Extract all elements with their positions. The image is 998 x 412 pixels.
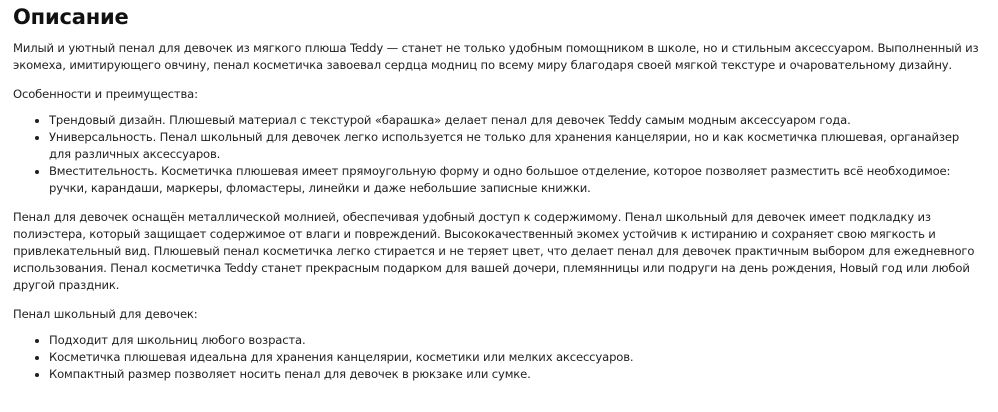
intro-paragraph: Милый и уютный пенал для девочек из мягкого плюша Teddy — станет не только удобным помощником в школе, но и стильным аксессуаром. Выполненный из экомеха, имитирующего овчину, пенал косметичка завоевал сердца модниц по всему миру благодаря своей мягкой текстуре и очаровательному дизайну. bbox=[13, 41, 979, 72]
list-item: • Универсальность. Пенал школьный для девочек легко используется не только для хранения канцелярии, но и как косметичка плюшевая, органайзер для различных аксессуаров. bbox=[49, 129, 984, 163]
features-heading: Особенности и преимущества: bbox=[13, 87, 198, 101]
list-item: • Трендовый дизайн. Плюшевый материал с текстурой «барашка» делает пенал для девочек Teddy самым модным аксессуаром года. bbox=[49, 112, 984, 129]
school-list bbox=[13, 332, 984, 383]
details-paragraph: Пенал для девочек оснащён металлической молнией, обеспечивая удобный доступ к содержимому. Пенал школьный для девочек имеет подкладку из полиэстера, который защищает содержимое от влаги и повреждений. Высококачественный экомех устойчив к истиранию и сохраняет свою мягкость и привлекательный вид. Плюшевый пенал косметичка легко стирается и не теряет цвет, что делает пенал для девочек практичным выбором для ежедневного использования. Пенал косметичка Teddy станет прекрасным подарком для вашей дочери, племянницы или подруги на день рождения, Новый год или любой другой праздник. bbox=[13, 210, 975, 292]
list-item: • Компактный размер позволяет носить пенал для девочек в рюкзаке или сумке. bbox=[49, 366, 984, 383]
features-list bbox=[13, 112, 984, 197]
section-title: Описание bbox=[13, 5, 129, 29]
list-item: • Косметичка плюшевая идеальна для хранения канцелярии, косметики или мелких аксессуаров. bbox=[49, 349, 984, 366]
school-heading: Пенал школьный для девочек: bbox=[13, 307, 198, 321]
list-item: • Вместительность. Косметичка плюшевая имеет прямоугольную форму и одно большое отделение, которое позволяет разместить всё необходимое: ручки, карандаши, маркеры, фломастеры, линейки и даже небольшие записные книжки. bbox=[49, 163, 984, 197]
list-item: • Подходит для школьниц любого возраста. bbox=[49, 332, 984, 349]
